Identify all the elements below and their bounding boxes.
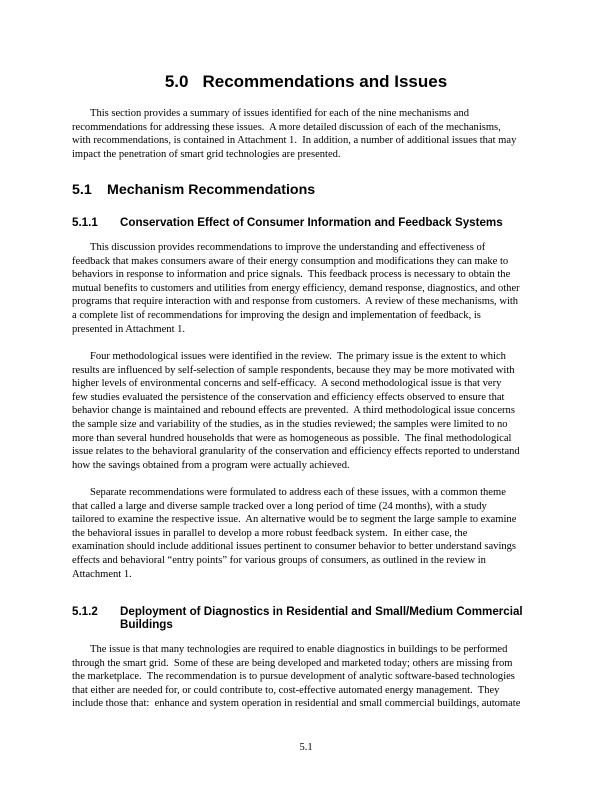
subsection-heading-5-1-1 [72, 216, 542, 229]
paragraph-separate-recommendations [72, 486, 542, 581]
text-line: issue relates to the behavioral granularity of the conservation and efficiency effects reported to understand [72, 446, 520, 458]
text-line: impact the penetration of smart grid technologies are presented. [72, 148, 341, 160]
section-heading-5-1 [72, 182, 315, 198]
text-line: presented in Attachment 1. [72, 323, 186, 335]
text-line: behavior change is maintained and rebound effects are prevented. A third methodological issue concerns [72, 405, 515, 417]
text-line: tailored to examine the respective issue. An alternative would be to segment the large sample to examine [72, 514, 517, 526]
text-line: effects and behavioral “entry points” for various groups of consumers, as outlined in the review in [72, 554, 486, 566]
text-line: mutual benefits to customers and utilities from energy efficiency, demand response, diagnostics, and other [72, 282, 520, 294]
text-line: more than several hundred households that were as homogeneous as possible. The final methodological [72, 432, 512, 444]
text-line: examination should include additional issues pertinent to consumer behavior to better understand savings [72, 541, 517, 553]
section-number: 5.1 [72, 182, 92, 198]
page-number: 5.1 [299, 742, 313, 753]
text-line: higher levels of environmental concerns and self-efficacy. A second methodological issue is that very [72, 378, 502, 390]
text-line: how the savings obtained from a program were actually achieved. [72, 459, 350, 471]
text-line: through the smart grid. Some of these are being developed and marketed today; others are missing from [72, 657, 513, 669]
text-line: This discussion provides recommendations to improve the understanding and effectiveness of [90, 242, 486, 253]
text-line: with recommendations, is contained in Attachment 1. In addition, a number of additional issues that may [72, 135, 517, 147]
text-line: few studies evaluated the persistence of the conservation and efficiency effects observed to ensure that [72, 391, 505, 403]
text-line: include those that: enhance and system operation in residential and small commercial buildings, automate [72, 698, 521, 710]
text-line: recommendations for addressing these issues. A more detailed discussion of each of the mechanisms, [72, 121, 501, 133]
text-line: feedback that makes consumers aware of their energy consumption and modifications they can make to [72, 255, 509, 267]
chapter-title: Recommendations and Issues [202, 72, 448, 91]
subsection-title: Conservation Effect of Consumer Information and Feedback Systems [120, 216, 503, 229]
paragraph-feedback-overview [72, 241, 542, 336]
text-line: Separate recommendations were formulated to address each of these issues, with a common theme [90, 487, 506, 498]
section-title: Mechanism Recommendations [107, 182, 316, 198]
text-line: This section provides a summary of issues identified for each of the nine mechanisms and [90, 108, 470, 119]
subsection-title-line: Buildings [120, 618, 173, 631]
text-line: the marketplace. The recommendation is to pursue development of analytic software-based technologies [72, 671, 515, 683]
text-line: that called a large and diverse sample tracked over a long period of time (24 months), with a study [72, 500, 487, 512]
subsection-number: 5.1.1 [72, 216, 98, 229]
text-line: The issue is that many technologies are required to enable diagnostics in buildings to be performed [90, 644, 508, 655]
paragraph-diagnostics-issue [72, 643, 542, 711]
text-line: behaviors in response to information and price signals. This feedback process is necessary to obtain the [72, 269, 511, 281]
intro-paragraph [72, 107, 542, 161]
chapter-number: 5.0 [164, 72, 189, 91]
text-line: the sample size and variability of the studies, as in the studies reviewed; the samples were limited to no [72, 418, 508, 430]
subsection-number: 5.1.2 [72, 605, 98, 618]
subsection-title-line: Deployment of Diagnostics in Residential and Small/Medium Commercial [120, 605, 523, 618]
subsection-heading-5-1-2 [72, 605, 542, 631]
paragraph-methodological-issues [72, 350, 542, 472]
chapter-heading [0, 72, 612, 92]
text-line: Four methodological issues were identified in the review. The primary issue is the extent to which [90, 351, 506, 362]
text-line: the behavioral issues in parallel to develop a more robust feedback system. In either case, the [72, 527, 468, 539]
text-line: a complete list of recommendations for improving the design and implementation of feedback, is [72, 309, 481, 321]
text-line: results are influenced by self-selection of sample respondents, because they may be more motivated with [72, 364, 515, 376]
text-line: that either are needed for, or could contribute to, cost-effective automated energy management. They [72, 684, 500, 696]
text-line: programs that require interaction with and response from customers. A review of these mechanisms, with [72, 296, 519, 308]
text-line: Attachment 1. [72, 568, 132, 580]
